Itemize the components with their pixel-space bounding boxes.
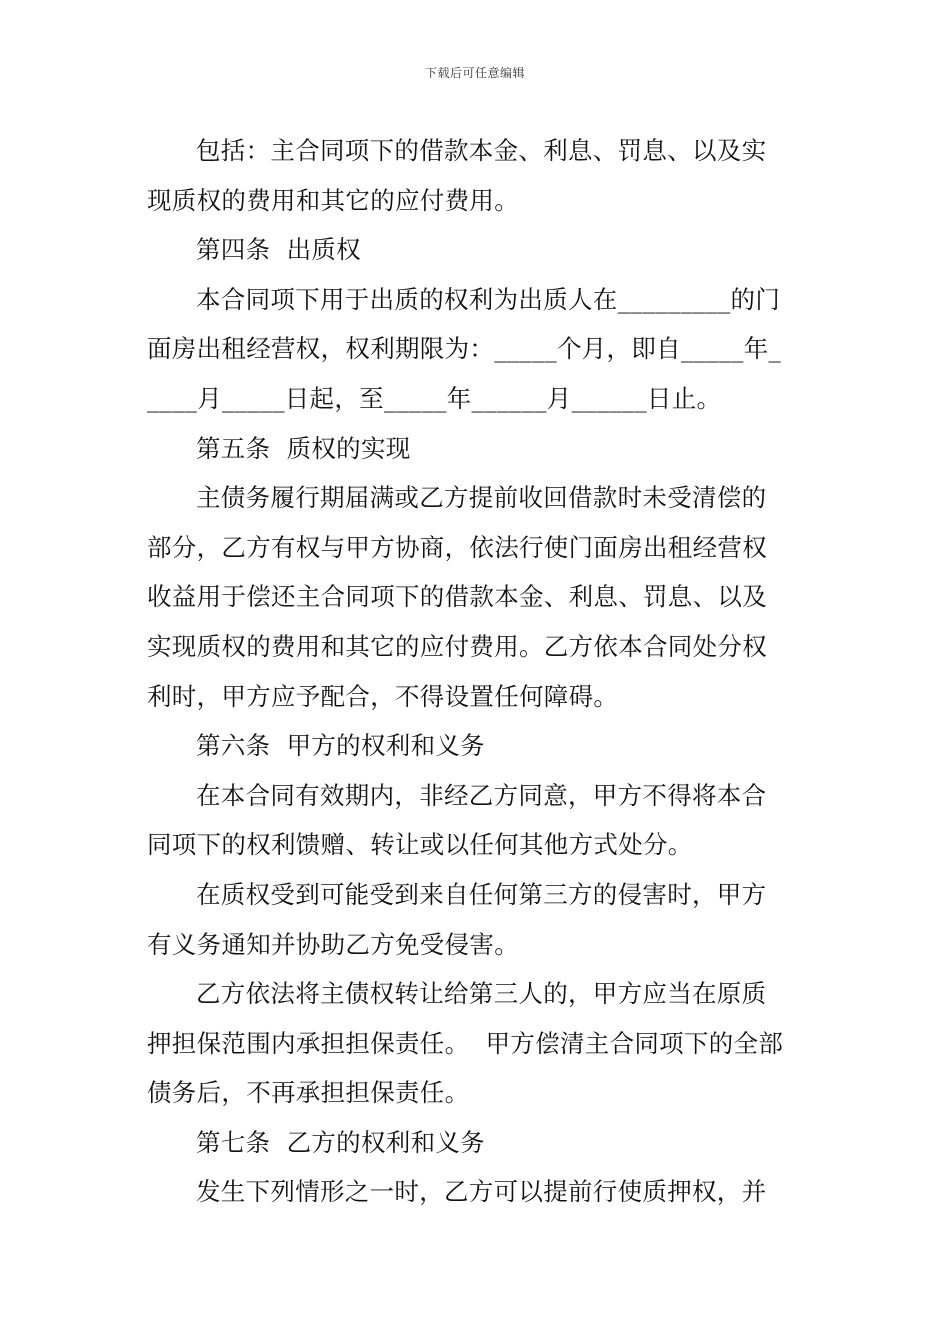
- paragraph-line: 主债务履行期届满或乙方提前收回借款时未受清偿的: [196, 483, 767, 513]
- paragraph-line: 发生下列情形之一时，乙方可以提前行使质押权，并: [196, 1177, 767, 1207]
- paragraph-line: 在质权受到可能受到来自任何第三方的侵害时，甲方: [196, 879, 767, 909]
- paragraph-line: 债务后，不再承担担保责任。: [147, 1078, 470, 1108]
- page-header: 下载后可任意编辑: [424, 66, 525, 80]
- paragraph-line: 押担保范围内承担担保责任。 甲方偿清主合同项下的全部: [147, 1028, 784, 1058]
- article-heading: 第七条 乙方的权利和义务: [196, 1127, 485, 1157]
- paragraph-line: 部分，乙方有权与甲方协商，依法行使门面房出租经营权: [147, 532, 767, 562]
- article-heading: 第五条 质权的实现: [196, 433, 411, 463]
- paragraph-line: ____月_____日起，至_____年______月______日止。: [147, 383, 722, 413]
- paragraph-line: 利时，甲方应予配合，不得设置任何障碍。: [147, 681, 619, 711]
- paragraph-line: 在本合同有效期内，非经乙方同意，甲方不得将本合: [196, 780, 767, 810]
- paragraph-line: 本合同项下用于出质的权利为出质人在_________的门: [196, 284, 781, 314]
- paragraph-line: 实现质权的费用和其它的应付费用。乙方依本合同处分权: [147, 631, 767, 661]
- document-body: [147, 126, 807, 1217]
- paragraph-line: 面房出租经营权，权利期限为：_____个月，即自_____年_: [147, 334, 782, 364]
- paragraph-line: 包括：主合同项下的借款本金、利息、罚息、以及实: [196, 136, 767, 165]
- paragraph-line: 现质权的费用和其它的应付费用。: [147, 185, 519, 215]
- paragraph-line: 收益用于偿还主合同项下的借款本金、利息、罚息、以及: [147, 582, 767, 612]
- article-heading: 第四条 出质权: [196, 235, 361, 265]
- paragraph-line: 同项下的权利馈赠、转让或以任何其他方式处分。: [147, 830, 693, 860]
- paragraph-line: 乙方依法将主债权转让给第三人的，甲方应当在原质: [196, 979, 767, 1009]
- article-heading: 第六条 甲方的权利和义务: [196, 731, 485, 761]
- paragraph-line: 有义务通知并协助乙方免受侵害。: [147, 929, 519, 959]
